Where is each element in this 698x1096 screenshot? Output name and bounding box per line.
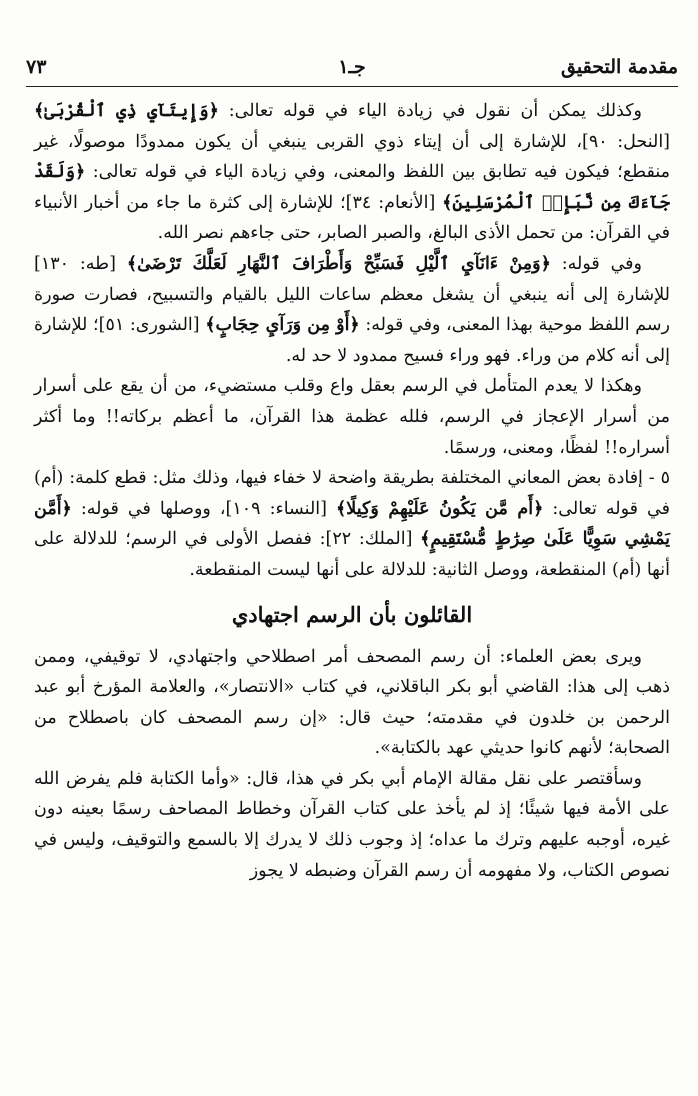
- text-segment: [النساء: ١٠٩]، ووصلها في قوله:: [71, 498, 337, 519]
- text-segment: وفي قوله:: [550, 253, 643, 274]
- paragraph: [34, 96, 670, 249]
- quran-verse: ﴿أَم مَّن يَكُونُ عَلَيْهِمْ وَكِيلًا﴾: [336, 498, 544, 519]
- paragraph: [34, 371, 670, 463]
- quran-verse: ﴿وَلَقَدْ جَآءَكَ مِن نَّبَإِي۟ ٱلْمُرْسَلِينَ﴾: [34, 162, 671, 213]
- paragraph: [34, 249, 670, 371]
- paragraph: [34, 764, 670, 886]
- running-header: [26, 52, 678, 87]
- paragraphs-after-heading: [34, 642, 670, 887]
- paragraph: [34, 642, 670, 764]
- paragraph: [34, 463, 670, 585]
- text-segment: وسأقتصر على نقل مقالة الإمام أبي بكر في هذا، قال: «وأما الكتابة فلم يفرض الله على الأمة فيها شيئًا؛ إذ لم يأخذ على كتاب القرآن وخطاط المصاحف رسمًا بعينه دون غيره، أوجبه عليهم وترك ما عداه؛ إذ وجوب ذلك لا يدرك إلا بالسمع والتوقيف، وليس في نصوص الكتاب، ولا مفهومه أن رسم القرآن وضبطه لا يجوز: [34, 768, 670, 881]
- volume-number: جـ١: [338, 56, 366, 78]
- quran-verse: ﴿وَمِنْ ءَانَآيِ ٱلَّيْلِ فَسَبِّحْ وَأَطْرَافَ ٱلنَّهَارِ لَعَلَّكَ تَرْضَىٰ﴾: [126, 253, 551, 274]
- text-segment: [الأنعام: ٣٤]؛ للإشارة إلى كثرة ما جاء من أخبار الأنبياء في القرآن: من تحمل الأذى البالغ، والصبر الصابر، حتى جاءهم نصر الله.: [34, 192, 670, 244]
- paragraphs-before-heading: [34, 96, 670, 586]
- text-segment: ٥ - إفادة بعض المعاني المختلفة بطريقة واضحة لا خفاء فيها، وذلك مثل: قطع كلمة: (أم) في قوله تعالى:: [34, 468, 670, 519]
- body-text: [34, 96, 670, 886]
- quran-verse: ﴿وَإِيتَآيِ ذِي ٱلْقُرْبَىٰ﴾: [34, 101, 219, 121]
- text-segment: [الشورى: ٥١]؛ للإشارة إلى أنه كلام من وراء. فهو وراء فسيح ممدود لا حد له.: [34, 315, 670, 366]
- quran-verse: ﴿أَوْ مِن وَرَآيِ حِجَابٍ﴾: [205, 315, 360, 336]
- text-segment: [الملك: ٢٢]: ففصل الأولى في الرسم؛ للدلالة على أنها (أم) المنقطعة، ووصل الثانية: للدلالة على أنها ليست المنقطعة.: [34, 529, 670, 580]
- text-segment: ويرى بعض العلماء: أن رسم المصحف أمر اصطلاحي واجتهادي، لا توقيفي، وممن ذهب إلى هذا: القاضي أبو بكر الباقلاني، في كتاب «الانتصار»، والعلامة المؤرخ أبو عبد الرحمن بن خلدون في مقدمته؛ حيث قال: «إن رسم المصحف كان باصطلاح من الصحابة؛ لأنهم كانوا حديثي عهد بالكتابة».: [34, 646, 670, 759]
- text-segment: وكذلك يمكن أن نقول في زيادة الياء في قوله تعالى:: [218, 101, 643, 121]
- text-segment: وهكذا لا يعدم المتأمل في الرسم بعقل واع وقلب مستضيء، من أن يقع على أسرار من أسرار الإعجاز في الرسم، فلله عظمة هذا القرآن، ما أعظم بركاته!! وما أكثر أسراره!! لفظًا، ومعنى، ورسمًا.: [34, 376, 670, 458]
- text-segment: [النحل: ٩٠]، للإشارة إلى أن إيتاء ذوي القربى ينبغي أن يكون ممدودًا موصولًا، غير منقطع؛ فيكون فيه تطابق بين اللفظ والمعنى، وفي زيادة الياء في قوله تعالى:: [34, 131, 671, 183]
- text-segment: [طه: ١٣٠] للإشارة إلى أنه ينبغي أن يشغل معظم ساعات الليل بالقيام والتسبيح، فصارت صورة رسم اللفظ موحية بهذا المعنى، وفي قوله:: [34, 253, 671, 336]
- quran-verse: ﴿أَمَّن يَمْشِي سَوِيًّا عَلَىٰ صِرَٰطٍ مُّسْتَقِيمٍ﴾: [34, 498, 670, 550]
- page-number: ٧٣: [26, 56, 47, 78]
- header-title: مقدمة التحقيق: [561, 56, 678, 78]
- section-heading: القائلون بأن الرسم اجتهادي: [231, 601, 473, 627]
